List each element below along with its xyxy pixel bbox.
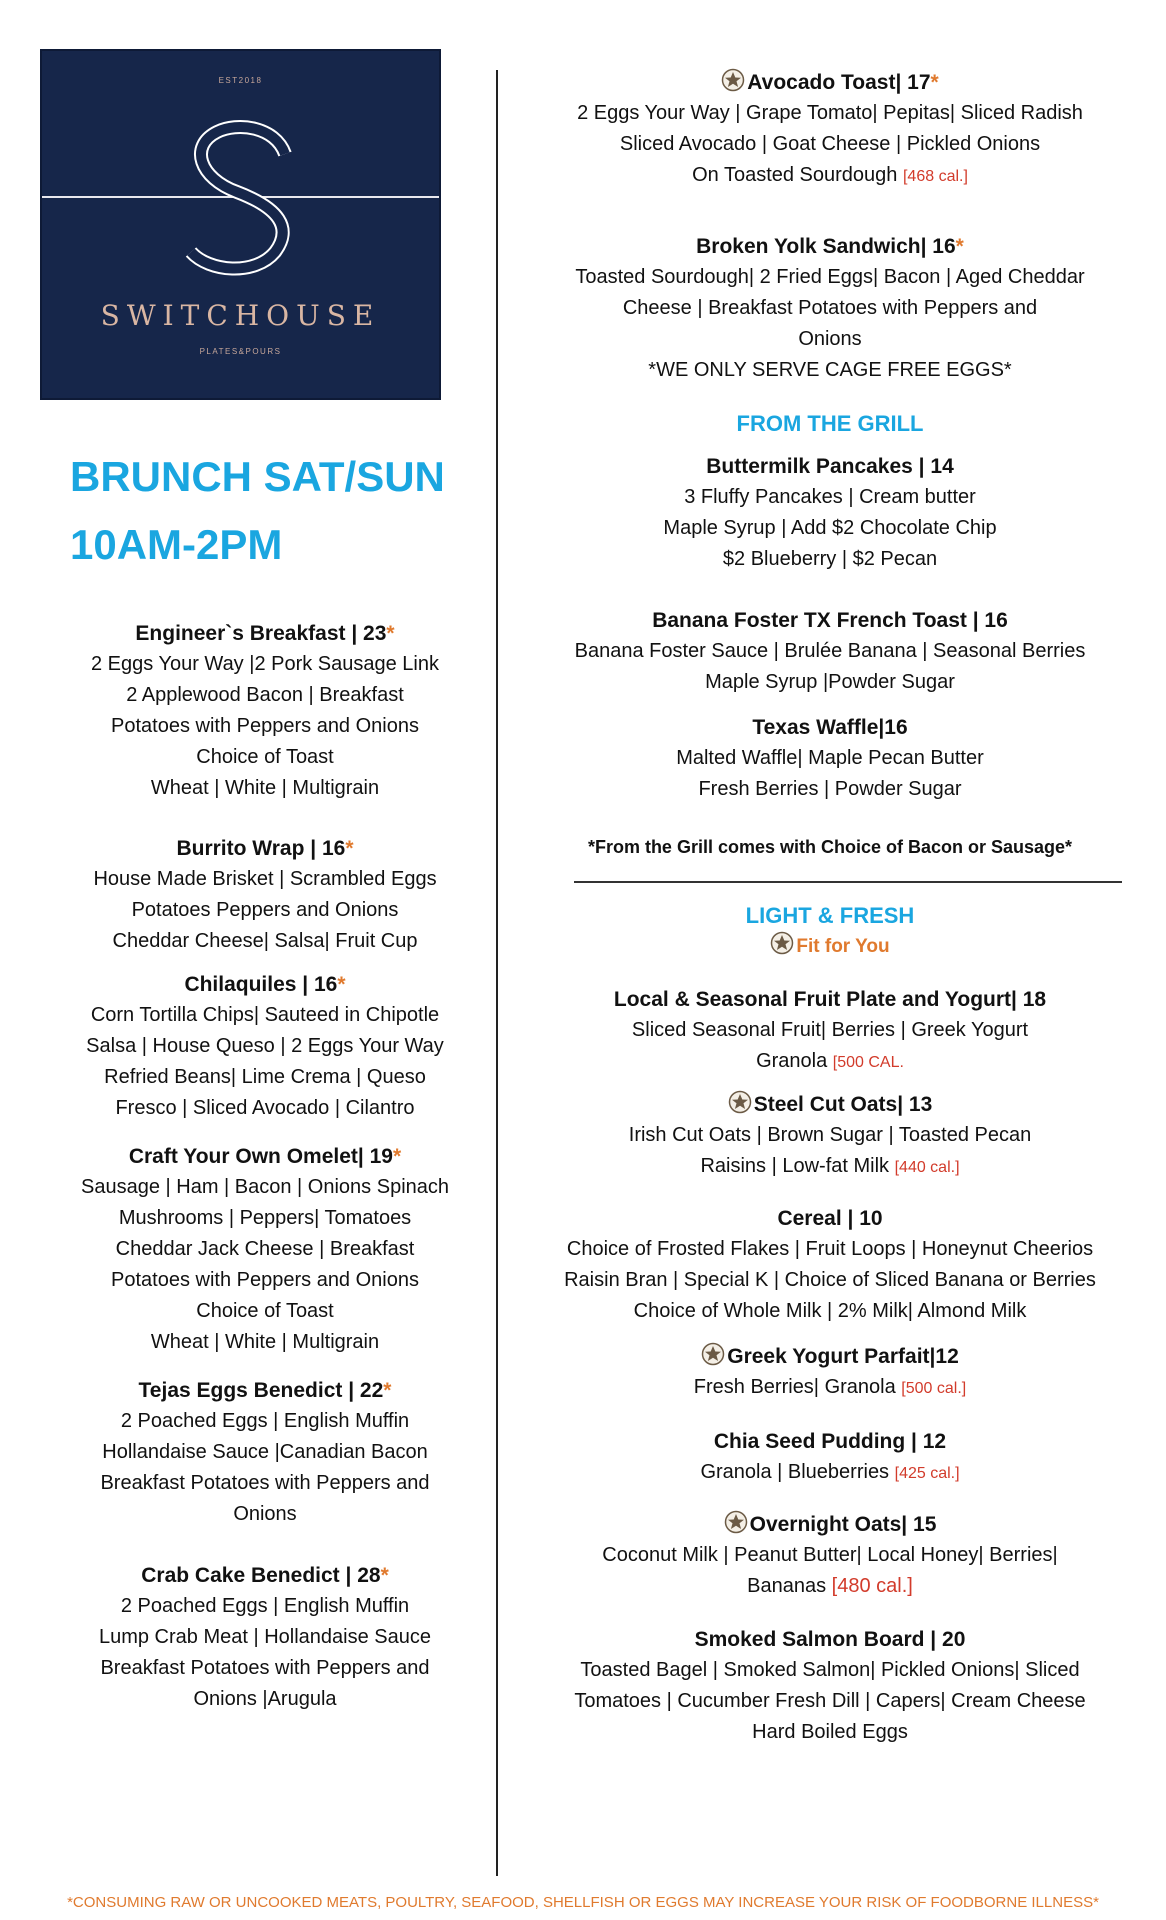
logo-tagline: PLATES&POURS: [199, 347, 282, 356]
item-desc: Breakfast Potatoes with Peppers and: [100, 1472, 430, 1494]
item-title: Engineer`s Breakfast | 23*: [135, 622, 395, 645]
brunch-hours-heading: [70, 443, 445, 579]
menu-item-cereal: [530, 1203, 1130, 1327]
item-desc: Mushrooms | Peppers| Tomatoes: [118, 1207, 412, 1229]
item-desc: Fresh Berries| Granola [500 cal.]: [693, 1376, 967, 1398]
fit-for-you-legend: Fit for You: [530, 931, 1130, 962]
right-menu-column: [530, 67, 1130, 1748]
item-desc: Onions |Arugula: [193, 1688, 337, 1710]
item-desc: Potatoes with Peppers and Onions: [111, 715, 419, 737]
item-desc: Corn Tortilla Chips| Sauteed in Chipotle: [90, 1004, 440, 1026]
item-desc: Coconut Milk | Peanut Butter| Local Honey| Berries|: [602, 1544, 1058, 1566]
menu-item-tejas-benedict: [40, 1375, 490, 1530]
brunch-days: BRUNCH SAT/SUN: [70, 453, 445, 500]
logo-est: EST2018: [218, 76, 263, 85]
item-desc: 3 Fluffy Pancakes | Cream butter: [684, 486, 976, 508]
item-title: Crab Cake Benedict | 28*: [141, 1564, 389, 1587]
item-desc: $2 Blueberry | $2 Pecan: [722, 548, 938, 570]
menu-item-crab-benedict: [40, 1560, 490, 1715]
menu-item-fruit-plate: [530, 984, 1130, 1078]
column-divider: [496, 70, 498, 1876]
section-from-the-grill: FROM THE GRILL: [736, 411, 924, 436]
fit-star-icon: [721, 68, 745, 92]
item-desc: 2 Eggs Your Way |2 Pork Sausage Link: [91, 653, 439, 675]
item-title: Avocado Toast| 17*: [530, 67, 1130, 98]
section-divider: [574, 881, 1122, 883]
item-desc: 2 Poached Eggs | English Muffin: [120, 1595, 410, 1617]
menu-item-chilaquiles: [40, 969, 490, 1124]
item-title: Burrito Wrap | 16*: [176, 837, 354, 860]
item-title: Chilaquiles | 16*: [184, 973, 346, 996]
item-title: Steel Cut Oats| 13: [530, 1089, 1130, 1120]
item-title: Craft Your Own Omelet| 19*: [128, 1145, 402, 1168]
menu-item-texas-waffle: [530, 712, 1130, 805]
item-title: Greek Yogurt Parfait|12: [530, 1341, 1130, 1372]
item-desc: 2 Poached Eggs | English Muffin: [120, 1410, 410, 1432]
item-desc: Hard Boiled Eggs: [752, 1721, 908, 1743]
left-menu-column: [40, 618, 490, 1715]
fit-star-icon: [770, 931, 794, 955]
logo-name: SWITCHOUSE: [100, 299, 381, 332]
item-desc: Onions: [798, 328, 862, 350]
calorie-count: [440 cal.]: [894, 1159, 960, 1176]
menu-item-steel-cut-oats: [530, 1089, 1130, 1183]
menu-item-engineers-breakfast: [40, 618, 490, 804]
section-light-fresh: LIGHT & FRESH: [745, 903, 915, 928]
menu-item-broken-yolk: [530, 231, 1130, 386]
item-desc: Maple Syrup | Add $2 Chocolate Chip: [663, 517, 997, 539]
item-desc: Hollandaise Sauce |Canadian Bacon: [102, 1441, 428, 1463]
item-desc: Raisins | Low-fat Milk [440 cal.]: [700, 1155, 960, 1177]
item-desc: Onions: [233, 1503, 297, 1525]
menu-item-yogurt-parfait: [530, 1341, 1130, 1404]
item-desc: Granola | Blueberries [425 cal.]: [700, 1461, 960, 1483]
item-desc: 2 Eggs Your Way | Grape Tomato| Pepitas| Sliced Radish: [577, 102, 1083, 124]
item-desc: Maple Syrup |Powder Sugar: [705, 671, 955, 693]
fit-star-icon: [728, 1090, 752, 1114]
menu-item-french-toast: [530, 605, 1130, 698]
item-desc: Banana Foster Sauce | Brulée Banana | Seasonal Berries: [574, 640, 1086, 662]
item-desc: Cheddar Jack Cheese | Breakfast: [115, 1238, 415, 1260]
calorie-count: [425 cal.]: [894, 1465, 960, 1482]
fit-star-icon: [701, 1342, 725, 1366]
item-desc: Choice of Toast: [196, 746, 334, 768]
item-desc: Choice of Toast: [196, 1300, 334, 1322]
item-desc: Lump Crab Meat | Hollandaise Sauce: [98, 1626, 432, 1648]
item-desc: Fresh Berries | Powder Sugar: [698, 778, 962, 800]
item-title: Buttermilk Pancakes | 14: [706, 455, 954, 478]
item-desc: Breakfast Potatoes with Peppers and: [100, 1657, 430, 1679]
item-desc: Bananas [480 cal.]: [747, 1575, 913, 1597]
item-desc: Wheat | White | Multigrain: [150, 777, 380, 799]
item-title: Chia Seed Pudding | 12: [713, 1430, 947, 1453]
item-desc: Refried Beans| Lime Crema | Queso: [104, 1066, 426, 1088]
item-title: Broken Yolk Sandwich| 16*: [696, 235, 964, 258]
item-desc: Choice of Whole Milk | 2% Milk| Almond Milk: [633, 1300, 1027, 1322]
item-desc: Toasted Bagel | Smoked Salmon| Pickled Onions| Sliced: [580, 1659, 1080, 1681]
cage-free-note: *WE ONLY SERVE CAGE FREE EGGS*: [648, 359, 1012, 381]
item-desc: Irish Cut Oats | Brown Sugar | Toasted Pecan: [628, 1124, 1032, 1146]
logo-s-icon: [167, 116, 317, 281]
foodborne-illness-disclaimer: *CONSUMING RAW OR UNCOOKED MEATS, POULTRY, SEAFOOD, SHELLFISH OR EGGS MAY INCREASE YOUR RISK OF FOODBORNE ILLNESS*: [67, 1894, 1099, 1911]
menu-item-burrito-wrap: [40, 833, 490, 957]
item-desc: Sliced Seasonal Fruit| Berries | Greek Yogurt: [631, 1019, 1029, 1041]
item-desc: Salsa | House Queso | 2 Eggs Your Way: [86, 1035, 444, 1057]
item-desc: Sausage | Ham | Bacon | Onions Spinach: [80, 1176, 450, 1198]
item-title: Overnight Oats| 15: [530, 1509, 1130, 1540]
item-desc: On Toasted Sourdough [468 cal.]: [692, 164, 968, 186]
menu-item-overnight-oats: [530, 1509, 1130, 1602]
item-title: Cereal | 10: [777, 1207, 883, 1230]
calorie-count: [500 cal.]: [901, 1380, 967, 1397]
item-title: Local & Seasonal Fruit Plate and Yogurt| 18: [613, 988, 1047, 1011]
menu-item-omelet: [40, 1141, 490, 1358]
item-desc: Malted Waffle| Maple Pecan Butter: [676, 747, 984, 769]
menu-item-pancakes: [530, 451, 1130, 575]
item-title: Banana Foster TX French Toast | 16: [652, 609, 1008, 632]
item-desc: Fresco | Sliced Avocado | Cilantro: [115, 1097, 415, 1119]
menu-item-avocado-toast: [530, 67, 1130, 192]
calorie-count: [500 CAL.: [832, 1054, 904, 1071]
item-desc: Tomatoes | Cucumber Fresh Dill | Capers| Cream Cheese: [574, 1690, 1086, 1712]
item-title: Tejas Eggs Benedict | 22*: [138, 1379, 392, 1402]
menu-item-salmon-board: [530, 1624, 1130, 1748]
calorie-count: [480 cal.]: [831, 1575, 913, 1597]
restaurant-logo: [40, 49, 441, 400]
item-desc: Cheddar Cheese| Salsa| Fruit Cup: [112, 930, 418, 952]
item-desc: Granola [500 CAL.: [756, 1050, 904, 1072]
fit-star-icon: [724, 1510, 748, 1534]
item-desc: Raisin Bran | Special K | Choice of Sliced Banana or Berries: [564, 1269, 1096, 1291]
item-desc: Sliced Avocado | Goat Cheese | Pickled Onions: [619, 133, 1041, 155]
item-desc: Cheese | Breakfast Potatoes with Peppers and: [622, 297, 1038, 319]
item-desc: Wheat | White | Multigrain: [150, 1331, 380, 1353]
item-desc: House Made Brisket | Scrambled Eggs: [93, 868, 437, 890]
item-desc: Potatoes with Peppers and Onions: [111, 1269, 419, 1291]
calorie-count: [468 cal.]: [902, 168, 968, 185]
item-desc: 2 Applewood Bacon | Breakfast: [126, 684, 404, 706]
grill-note: *From the Grill comes with Choice of Bacon or Sausage*: [587, 837, 1073, 857]
item-desc: Toasted Sourdough| 2 Fried Eggs| Bacon | Aged Cheddar: [575, 266, 1085, 288]
menu-item-chia-pudding: [530, 1426, 1130, 1489]
item-desc: Choice of Frosted Flakes | Fruit Loops | Honeynut Cheerios: [566, 1238, 1094, 1260]
brunch-time: 10AM-2PM: [70, 521, 283, 568]
item-title: Texas Waffle|16: [752, 716, 908, 739]
item-desc: Potatoes Peppers and Onions: [131, 899, 399, 921]
item-title: Smoked Salmon Board | 20: [694, 1628, 966, 1651]
